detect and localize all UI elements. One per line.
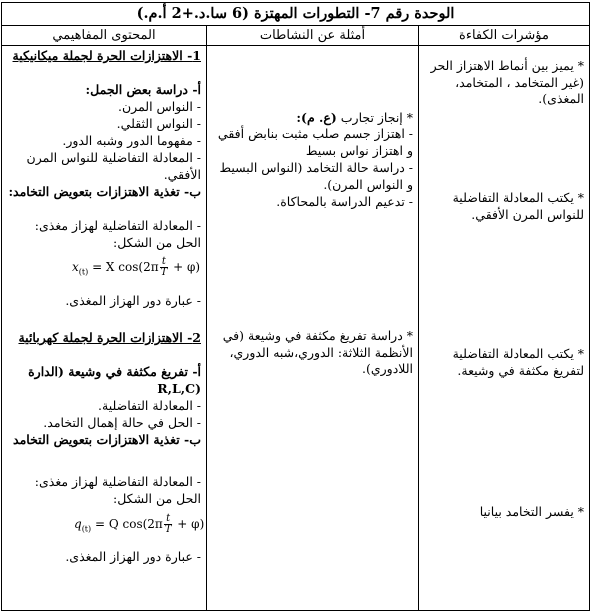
indicator-4: * يفسر التخامد بيانيا <box>479 504 585 519</box>
section2b-end: - عبارة دور الهزاز المغذى. <box>65 549 201 564</box>
formula-q: $q_{(t)} = Q$ cos(2π $\frac{t}{T}$ + φ) <box>74 513 205 535</box>
section1a-item: - النواس الثقلي. <box>116 116 201 131</box>
content-column <box>2 46 207 611</box>
section1b-title: ب- تغذية الاهتزازات بتعويض التخامد: <box>8 184 201 199</box>
activity-experiments: * إنجاز تجارب (ع. م): <box>296 110 413 125</box>
section1b-item: - المعادلة التفاضلية لهزاز مغذى: <box>34 218 201 233</box>
section1b-end: - عبارة دور الهزاز المغذى. <box>65 293 201 308</box>
section2b-title: ب- تغذية الاهتزازات بتعويض التخامد <box>13 432 201 447</box>
indicator-2: * يكتب المعادلة التفاضلية للنواس المرن الأفقي. <box>452 190 585 222</box>
activity-item: - اهتزاز جسم صلب مثبت بنابض أفقي و اهتزاز نواس بسيط <box>217 126 413 158</box>
header-content: المحتوى المفاهيمي <box>2 26 207 46</box>
indicators-column <box>419 46 590 611</box>
header-activities: أمثلة عن النشاطات <box>207 26 419 46</box>
activity-item: - تدعيم الدراسة بالمحاكاة. <box>276 194 413 209</box>
unit-title: الوحدة رقم 7- التطورات المهتزة (6 سا.د.+2 أ.م.) <box>2 3 590 26</box>
section2b-item: الحل من الشكل: <box>113 491 201 506</box>
section1-title: 1- الاهتزازات الحرة لجملة ميكانيكية <box>12 48 201 63</box>
indicator-3: * يكتب المعادلة التفاضلية لتفريغ مكثفة في وشيعة. <box>452 346 585 378</box>
section1a-title: أ- دراسة بعض الجمل: <box>85 82 201 97</box>
formula-x: $x_{(t)} = X$ cos(2π $\frac{t}{T}$ + φ) <box>72 256 201 278</box>
section2a-item: - المعادلة التفاضلية. <box>98 398 201 413</box>
section1b-item: الحل من الشكل: <box>113 235 201 250</box>
indicator-1: * يميز بين أنماط الاهتزاز الحر (غير المتخامد ، المتخامد، المغذى). <box>430 58 585 106</box>
section2a-title: أ- تفريغ مكثفة في وشيعة (الدارة (R,L,C <box>28 364 201 396</box>
curriculum-table <box>1 2 590 611</box>
activity-item: - دراسة حالة التخامد (النواس البسيط و النواس المرن). <box>219 160 413 192</box>
section1a-item: - مفهوما الدور وشبه الدور. <box>62 133 201 148</box>
section2-title: 2- الاهتزازات الحرة لجملة كهربائية <box>18 330 201 345</box>
activities-column <box>207 46 419 611</box>
section1a-item: - المعادلة التفاضلية للنواس المرن الأفقي. <box>26 150 201 182</box>
activity-capacitor: * دراسة تفريغ مكثفة في وشيعة (في الأنظمة الثلاثة: الدوري،شبه الدوري، اللادوري). <box>222 328 413 376</box>
section2a-item: - الحل في حالة إهمال التخامد. <box>43 415 201 430</box>
header-indicators: مؤشرات الكفاءة <box>419 26 590 46</box>
section2b-item: - المعادلة التفاضلية لهزاز مغذى: <box>34 474 201 489</box>
section1a-item: - النواس المرن. <box>118 99 201 114</box>
